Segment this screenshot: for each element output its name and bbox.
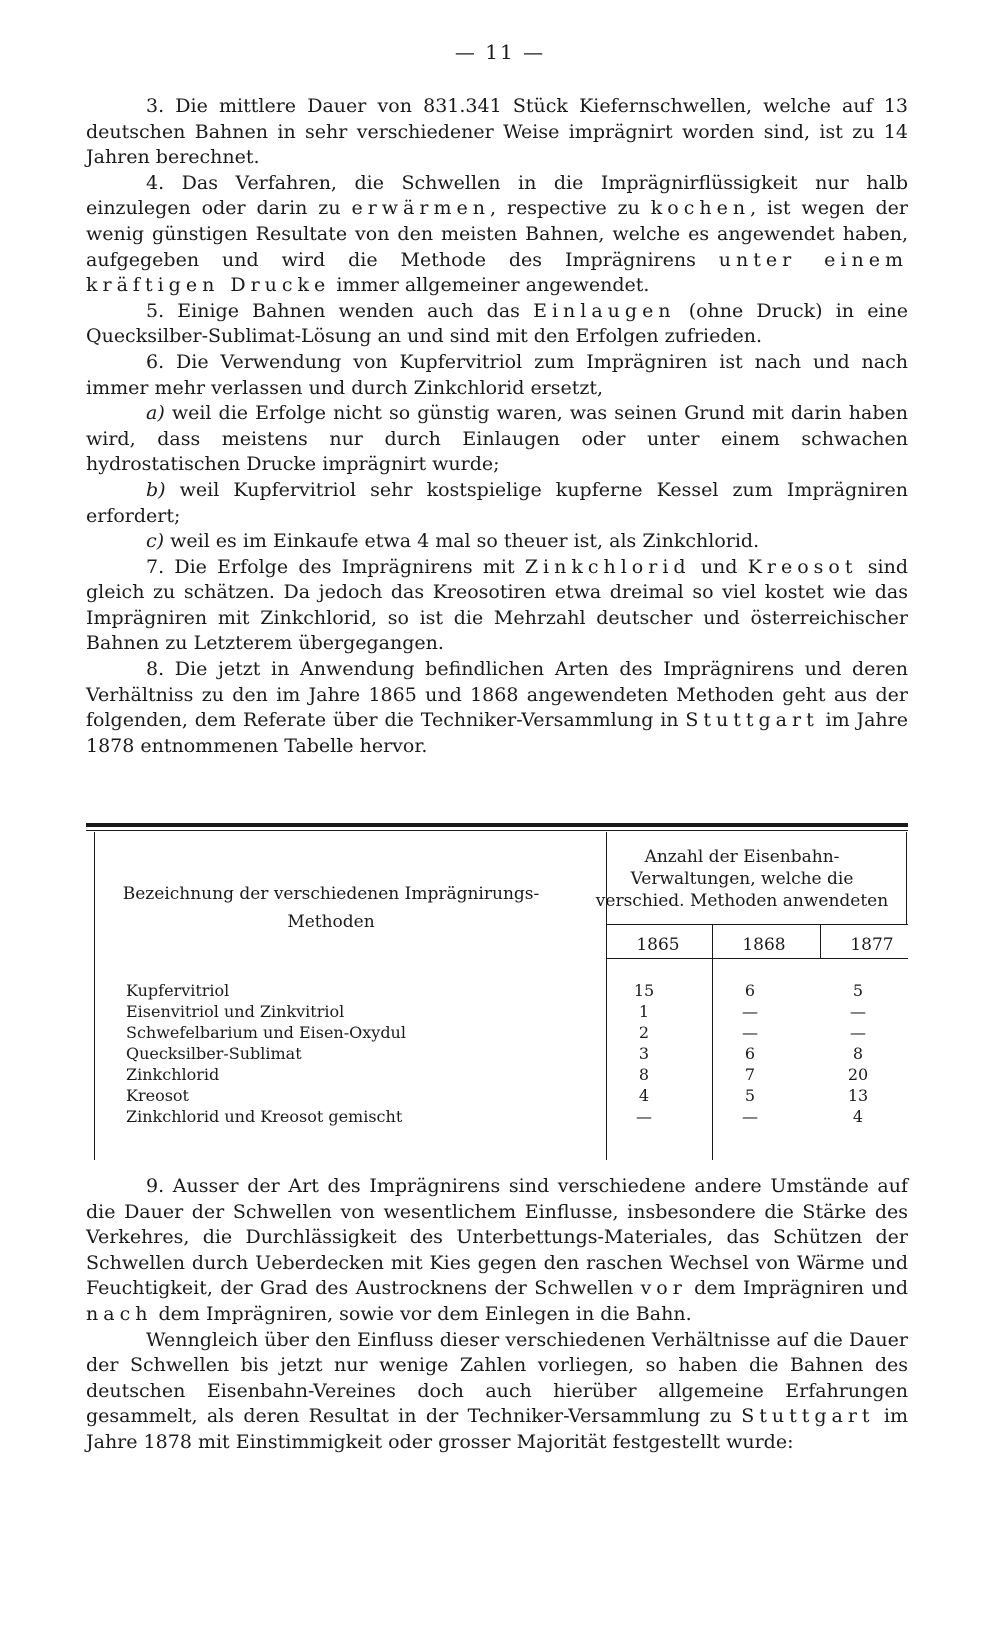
table-row <box>126 1085 908 1106</box>
value-1868: 7 <box>744 1065 756 1084</box>
table-top-rule-thin <box>86 830 908 831</box>
method-name: Zinkchlorid <box>126 1065 223 1084</box>
paragraph-5: 5. Einige Bahnen wenden auch das Einlaugen (ohne Druck) in eine Quecksilber-Sublimat-Lösung an und sind mit den Erfolgen zufrieden. <box>86 299 908 348</box>
paragraph-6a: a) weil die Erfolge nicht so günstig waren, was seinen Grund mit darin haben wird, dass meistens nur durch Einlaugen oder unter einem schwachen hydrostatischen Drucke imprägnirt wurde; <box>86 402 908 476</box>
years-header-rule <box>606 924 908 925</box>
value-1877: 4 <box>852 1107 864 1126</box>
table-left-border <box>94 832 95 1160</box>
method-name: Eisenvitriol und Zinkvitriol <box>126 1002 348 1021</box>
method-name: Zinkchlorid und Kreosot gemischt <box>126 1107 406 1126</box>
paragraph-6b: b) weil Kupfervitriol sehr kostspielige kupferne Kessel zum Imprägniren erfordert; <box>86 478 908 527</box>
method-name: Schwefelbarium und Eisen-Oxydul <box>126 1023 410 1042</box>
impregnation-table <box>86 832 908 1160</box>
method-name: Quecksilber-Sublimat <box>126 1044 306 1063</box>
value-1877: 20 <box>847 1065 869 1084</box>
value-1865: 15 <box>633 981 655 1000</box>
table-row <box>126 1043 908 1064</box>
value-1868: 5 <box>744 1086 756 1105</box>
value-1868: — <box>742 1107 758 1126</box>
paragraph-6: 6. Die Verwendung von Kupfervitriol zum Imprägniren ist nach und nach immer mehr verlassen und durch Zinkchlorid ersetzt, <box>86 350 908 399</box>
col-divider-2 <box>820 924 821 958</box>
year-1877: 1877 <box>850 935 894 955</box>
value-1865: — <box>636 1107 652 1126</box>
value-1868: — <box>742 1023 758 1042</box>
paragraph-3: 3. Die mittlere Dauer von 831.341 Stück Kiefernschwellen, welche auf 13 deutschen Bahnen in sehr verschiedener Weise imprägnirt worden sind, ist zu 14 Jahren berechnet. <box>86 95 908 169</box>
value-1877: 8 <box>852 1044 864 1063</box>
year-1865: 1865 <box>636 935 680 955</box>
paragraph-7: 7. Die Erfolge des Imprägnirens mit Zinkchlorid und Kreosot sind gleich zu schätzen. Da jedoch das Kreosotiren etwa dreimal so viel kostet wie das Imprägniren mit Zinkchlorid, so ist die Mehrzahl deutscher und österreichischer Bahnen zu Letzterem übergegangen. <box>86 555 908 655</box>
table-right-border <box>906 832 907 924</box>
value-1868: — <box>742 1002 758 1021</box>
paragraph-6c: c) weil es im Einkaufe etwa 4 mal so theuer ist, als Zinkchlorid. <box>146 530 760 553</box>
years-bottom-rule <box>606 958 908 959</box>
value-1877: 5 <box>852 981 864 1000</box>
method-name: Kupfervitriol <box>126 981 233 1000</box>
value-1868: 6 <box>744 1044 756 1063</box>
value-1877: 13 <box>847 1086 869 1105</box>
value-1865: 3 <box>638 1044 650 1063</box>
page-number: — 11 — <box>454 40 546 64</box>
paragraph-10: Wenngleich über den Einfluss dieser verschiedenen Verhältnisse auf die Dauer der Schwellen bis jetzt nur wenige Zahlen vorliegen, so haben die Bahnen des deutschen Eisenbahn-Vereines doch auch hierüber allgemeine Erfahrungen gesammelt, als deren Resultat in der Techniker-Versammlung zu Stuttgart im Jahre 1878 mit Einstimmigkeit oder grosser Majorität festgestellt wurde: <box>86 1328 909 1453</box>
table-row <box>126 1064 908 1085</box>
value-1865: 1 <box>638 1002 650 1021</box>
header-methods: Bezeichnung der verschiedenen Imprägnirungs-Methoden <box>122 884 540 932</box>
method-name: Kreosot <box>126 1086 193 1105</box>
table-row <box>126 1106 908 1127</box>
table-row <box>126 980 908 1001</box>
value-1865: 4 <box>638 1086 650 1105</box>
header-counts: Anzahl der Eisenbahn-Verwaltungen, welche die verschied. Methoden anwendeten <box>595 847 889 911</box>
table-body <box>126 980 908 1127</box>
table-row <box>126 1022 908 1043</box>
body-text-top <box>86 94 908 759</box>
value-1877: — <box>850 1023 866 1042</box>
paragraph-8: 8. Die jetzt in Anwendung befindlichen Arten des Imprägnirens und deren Verhältniss zu den im Jahre 1865 und 1868 angewendeten Methoden geht aus der folgenden, dem Referate über die Techniker-Versammlung in Stuttgart im Jahre 1878 entnommenen Tabelle hervor. <box>86 658 908 757</box>
value-1868: 6 <box>744 981 756 1000</box>
year-1868: 1868 <box>742 935 786 955</box>
value-1865: 2 <box>638 1023 650 1042</box>
paragraph-4: 4. Das Verfahren, die Schwellen in die Imprägnirflüssigkeit nur halb einzulegen oder darin zu erwärmen, respective zu kochen, ist wegen der wenig günstigen Resultate von den meisten Bahnen, welche es angewendet haben, aufgegeben und wird die Methode des Imprägnirens unter einem kräftigen Drucke immer allgemeiner angewendet. <box>86 171 908 297</box>
value-1877: — <box>850 1002 866 1021</box>
body-text-bottom <box>86 1174 908 1456</box>
value-1865: 8 <box>638 1065 650 1084</box>
table-top-rule <box>86 823 908 827</box>
table-row <box>126 1001 908 1022</box>
paragraph-9: 9. Ausser der Art des Imprägnirens sind verschiedene andere Umstände auf die Dauer der Schwellen von wesentlichem Einflusse, insbesondere die Stärke des Verkehres, die Durchlässigkeit des Unterbettungs-Materiales, das Schützen der Schwellen durch Ueberdecken mit Kies gegen den raschen Wechsel von Wärme und Feuchtigkeit, der Grad des Austrocknens der Schwellen vor dem Imprägniren und nach dem Imprägniren, sowie vor dem Einlegen in die Bahn. <box>86 1175 909 1325</box>
